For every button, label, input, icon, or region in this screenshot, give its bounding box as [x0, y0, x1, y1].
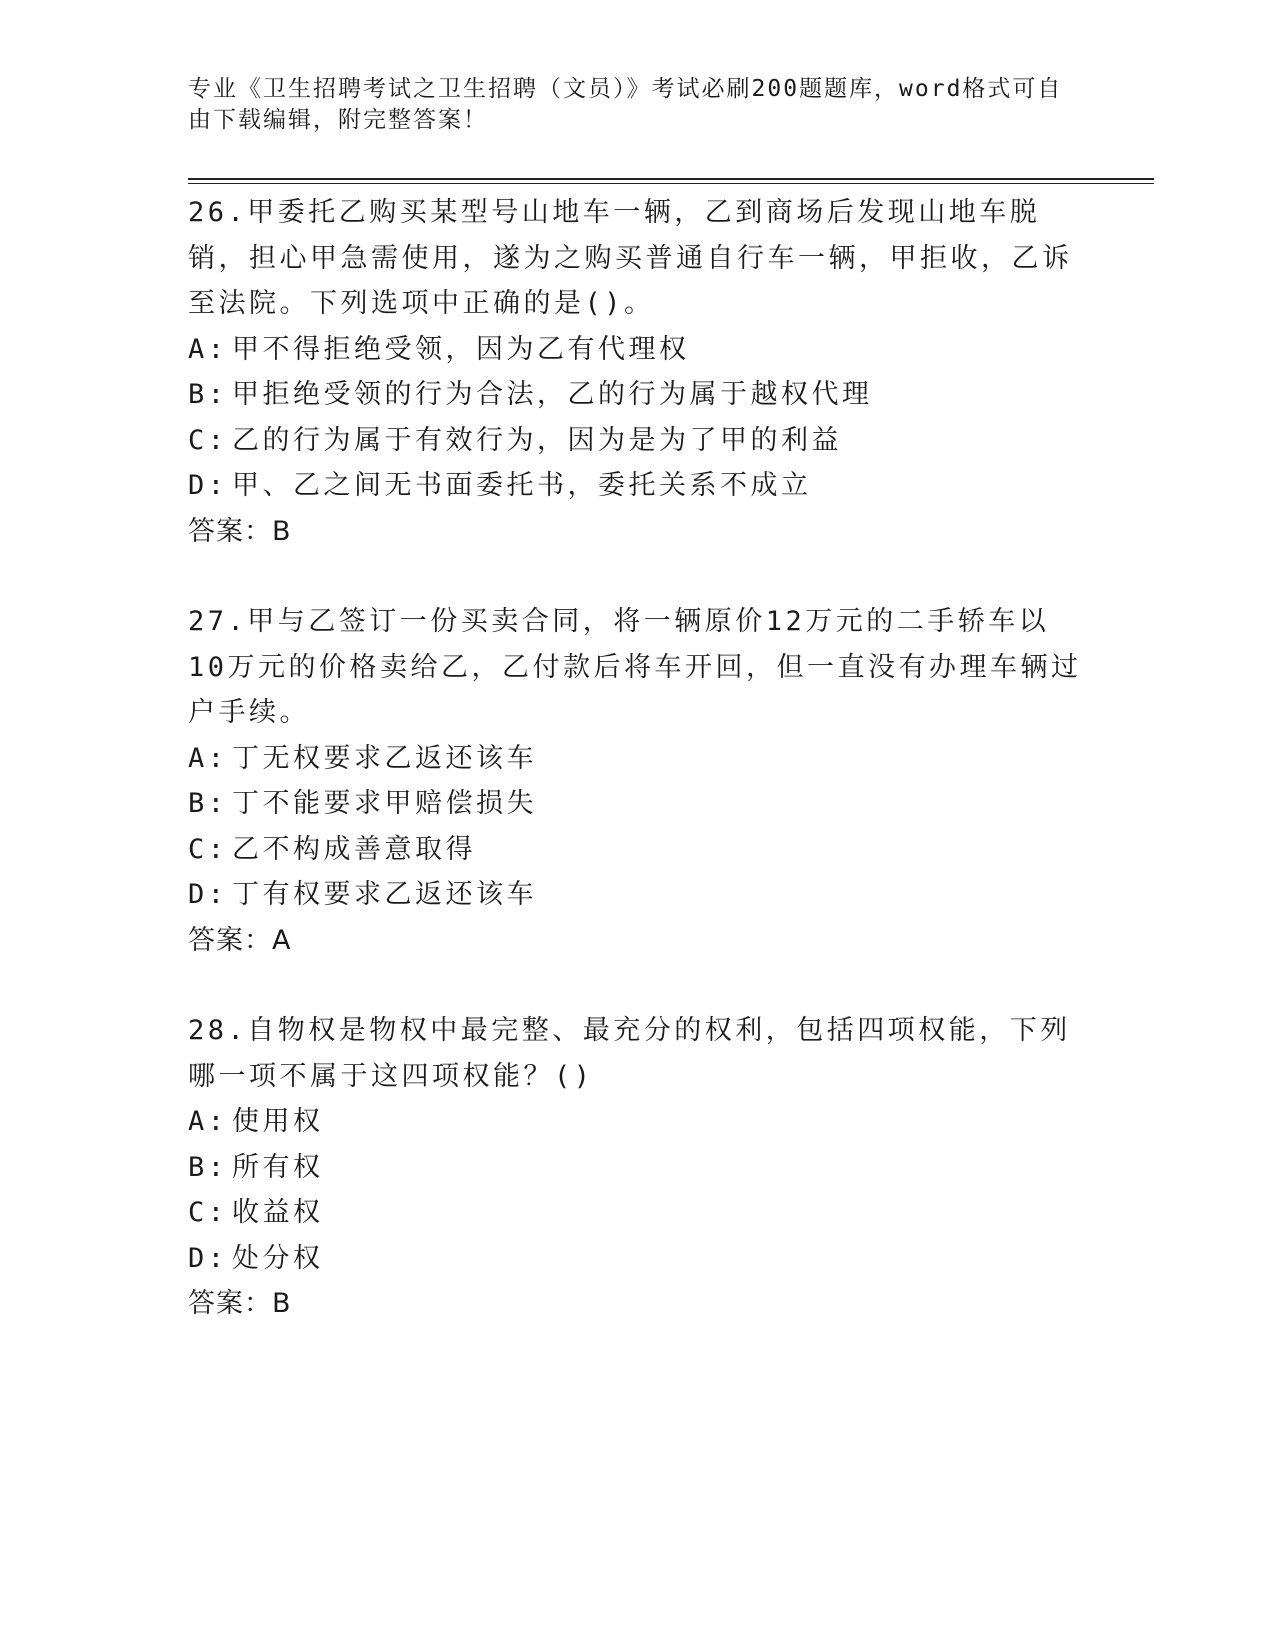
option-a	[188, 1099, 1088, 1145]
option-text: 丁无权要求乙返还该车	[232, 742, 537, 774]
option-text: 丁有权要求乙返还该车	[232, 879, 537, 910]
question-list	[188, 190, 1088, 1372]
option-c	[188, 1190, 1088, 1236]
option-key: B:	[188, 1151, 228, 1183]
option-text: 丁不能要求甲赔偿损失	[232, 788, 537, 819]
option-b	[188, 781, 1088, 827]
option-key: B:	[188, 379, 228, 410]
answer-line: 答案：B	[188, 515, 292, 547]
option-key: A:	[188, 333, 228, 365]
question-stem: 28.自物权是物权中最完整、最充分的权利，包括四项权能，下列哪一项不属于这四项权能？()	[188, 1015, 1071, 1092]
question-27	[188, 599, 1088, 963]
option-b	[188, 1145, 1088, 1191]
option-text: 乙的行为属于有效行为，因为是为了甲的利益	[232, 424, 842, 456]
option-text: 所有权	[232, 1151, 324, 1183]
option-key: D:	[188, 1242, 228, 1274]
page-header: 专业《卫生招聘考试之卫生招聘（文员）》考试必刷200题题库，word格式可自由下载编辑，附完整答案！	[188, 76, 1063, 133]
option-key: C:	[188, 833, 228, 865]
option-d	[188, 463, 1088, 509]
option-c	[188, 827, 1088, 873]
header-divider-thin	[188, 183, 1154, 184]
option-key: C:	[188, 1197, 228, 1228]
option-key: B:	[188, 788, 228, 819]
option-text: 甲拒绝受领的行为合法，乙的行为属于越权代理	[232, 379, 873, 410]
option-b	[188, 372, 1088, 418]
question-stem: 27.甲与乙签订一份买卖合同，将一辆原价12万元的二手轿车以10万元的价格卖给乙，乙付款后将车开回，但一直没有办理车辆过户手续。	[188, 606, 1082, 728]
option-key: A:	[188, 1106, 228, 1137]
header-divider-thick	[188, 178, 1154, 180]
question-28	[188, 1008, 1088, 1327]
option-text: 乙不构成善意取得	[232, 833, 476, 865]
option-text: 收益权	[232, 1197, 324, 1228]
option-a	[188, 327, 1088, 373]
option-d	[188, 1236, 1088, 1282]
option-c	[188, 418, 1088, 464]
option-key: C:	[188, 424, 228, 456]
question-stem: 26.甲委托乙购买某型号山地车一辆，乙到商场后发现山地车脱销，担心甲急需使用，遂为之购买普通自行车一辆，甲拒收，乙诉至法院。下列选项中正确的是()。	[188, 197, 1073, 319]
answer-line: 答案：A	[188, 924, 292, 956]
option-text: 处分权	[232, 1242, 324, 1274]
option-a	[188, 736, 1088, 782]
option-text: 使用权	[232, 1106, 324, 1137]
option-key: D:	[188, 879, 228, 910]
option-text: 甲、乙之间无书面委托书，委托关系不成立	[232, 470, 812, 501]
option-d	[188, 872, 1088, 918]
question-26	[188, 190, 1088, 554]
option-key: D:	[188, 470, 228, 501]
option-key: A:	[188, 742, 228, 774]
option-text: 甲不得拒绝受领，因为乙有代理权	[232, 333, 690, 365]
answer-line: 答案：B	[188, 1288, 292, 1319]
